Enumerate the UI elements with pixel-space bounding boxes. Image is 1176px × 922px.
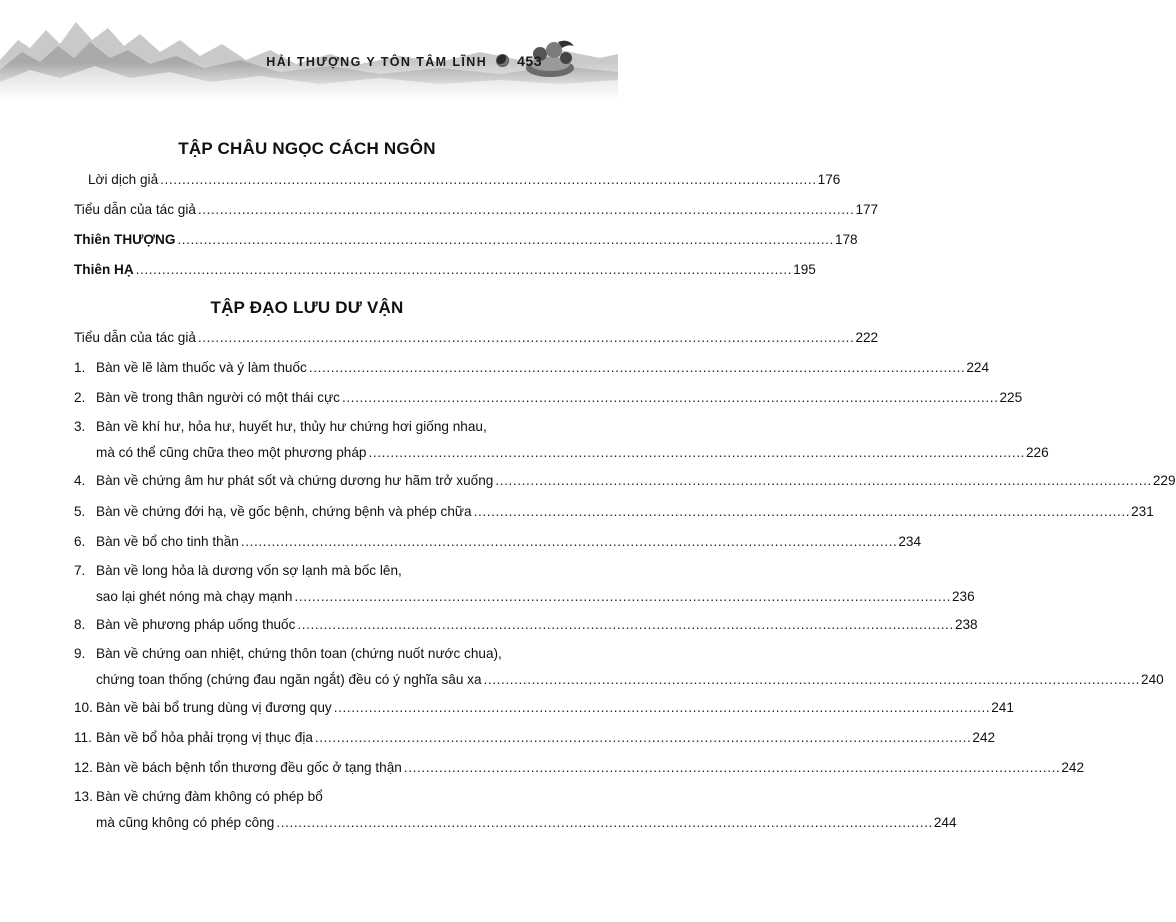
entry-page: 238 — [954, 617, 978, 632]
entry-number: 13. — [74, 789, 93, 804]
toc-entry[interactable]: 8. Bàn về phương pháp uống thuốc ...................................................................................................................................................... 238 — [74, 617, 978, 632]
entry-label: Tiểu dẫn của tác giả — [74, 202, 196, 217]
section-title-dao-luu: TẬP ĐẠO LƯU DƯ VẬN — [210, 298, 404, 317]
entry-page: 242 — [972, 730, 996, 745]
entry-label: Bàn về phương pháp uống thuốc — [96, 617, 296, 632]
toc-entry[interactable]: 9. Bàn về chứng oan nhiệt, chứng thôn toan (chứng nuốt nước chua), chứng toan thống (chứng đau ngăn ngắt) đều có ý nghĩa sâu xa ...................................................................................................................................................... 240 — [74, 646, 1164, 687]
entry-page: 224 — [966, 360, 990, 375]
entry-label-line1: Bàn về khí hư, hỏa hư, huyết hư, thủy hư chứng hơi giống nhau, — [96, 419, 487, 434]
toc-entry[interactable]: Tiểu dẫn của tác giả ...................................................................................................................................................... 177 — [74, 202, 879, 217]
toc-entry[interactable]: 1. Bàn về lẽ làm thuốc và ý làm thuốc ...................................................................................................................................................... 224 — [74, 360, 990, 375]
toc-entry[interactable]: 4. Bàn về chứng âm hư phát sốt và chứng dương hư hãm trở xuống ...................................................................................................................................................... 229 — [74, 473, 1176, 488]
running-header — [0, 50, 604, 72]
entry-label: Bàn về lẽ làm thuốc và ý làm thuốc — [96, 360, 307, 375]
entry-number: 11. — [74, 730, 92, 745]
entry-label: sao lại ghét nóng mà chạy mạnh — [96, 589, 293, 604]
entry-number: 10. — [74, 700, 93, 715]
toc-entry[interactable]: 5. Bàn về chứng đới hạ, về gốc bệnh, chứng bệnh và phép chữa ...................................................................................................................................................... 231 — [74, 504, 1154, 519]
entry-label: Lời dịch giả — [88, 172, 159, 187]
entry-number: 9. — [74, 646, 86, 661]
toc-entry[interactable]: Thiên HẠ ...................................................................................................................................................... 195 — [74, 262, 816, 277]
entry-page: 244 — [933, 815, 957, 830]
entry-page: 178 — [834, 232, 858, 247]
entry-label: Thiên HẠ — [74, 262, 134, 277]
page-number: 453 — [517, 53, 542, 69]
entry-label-line1: Bàn về chứng oan nhiệt, chứng thôn toan (chứng nuốt nước chua), — [96, 646, 502, 661]
entry-page: 195 — [793, 262, 816, 277]
entry-number: 3. — [74, 419, 86, 434]
entry-label: Bàn về trong thân người có một thái cực — [96, 390, 340, 405]
entry-page: 241 — [991, 700, 1014, 715]
entry-label-line1: Bàn về long hỏa là dương vốn sợ lạnh mà bốc lên, — [96, 563, 402, 578]
entry-label: Bàn về bách bệnh tổn thương đều gốc ở tạng thận — [96, 760, 402, 775]
entry-label: Bàn về chứng âm hư phát sốt và chứng dương hư hãm trở xuống — [96, 473, 494, 488]
toc-entry[interactable]: 12. Bàn về bách bệnh tổn thương đều gốc ở tạng thận ...................................................................................................................................................... 242 — [74, 760, 1085, 775]
entry-page: 234 — [898, 534, 922, 549]
entry-page: 225 — [999, 390, 1023, 405]
entry-page: 176 — [817, 172, 841, 187]
entry-label: mà có thể cũng chữa theo một phương pháp — [96, 445, 367, 460]
entry-page: 236 — [952, 589, 975, 604]
book-title: HẢI THƯỢNG Y TÔN TÂM LĨNH — [266, 55, 488, 69]
entry-label: Bàn về chứng đới hạ, về gốc bệnh, chứng bệnh và phép chữa — [96, 504, 472, 519]
entry-page: 177 — [855, 202, 879, 217]
toc-entry[interactable]: 7. Bàn về long hỏa là dương vốn sợ lạnh mà bốc lên, sao lại ghét nóng mà chạy mạnh ...................................................................................................................................................... 236 — [74, 563, 975, 604]
toc-entry[interactable]: 3. Bàn về khí hư, hỏa hư, huyết hư, thủy hư chứng hơi giống nhau, mà có thể cũng chữa theo một phương pháp ...................................................................................................................................................... 226 — [74, 419, 1049, 460]
toc-entry[interactable]: Tiểu dẫn của tác giả ...................................................................................................................................................... 222 — [74, 330, 879, 345]
entry-label: mà cũng không có phép công — [96, 815, 275, 830]
entry-number: 6. — [74, 534, 86, 549]
entry-page: 240 — [1141, 672, 1164, 687]
entry-page: 226 — [1025, 445, 1049, 460]
toc-entry[interactable]: 10. Bàn về bài bổ trung dùng vị đương quy ...................................................................................................................................................... 241 — [74, 700, 1014, 715]
entry-number: 8. — [74, 617, 86, 632]
entry-label: Bàn về bổ cho tinh thần — [96, 534, 239, 549]
toc-entry[interactable]: 13. Bàn về chứng đàm không có phép bổ mà cũng không có phép công ...................................................................................................................................................... 244 — [74, 789, 957, 830]
entry-number: 5. — [74, 504, 86, 519]
entry-label: Bàn về bổ hỏa phải trọng vị thục địa — [96, 730, 313, 745]
entry-label: Tiểu dẫn của tác giả — [74, 330, 196, 345]
toc-entry[interactable]: 2. Bàn về trong thân người có một thái cực ...................................................................................................................................................... 225 — [74, 390, 1023, 405]
section-title-chau-ngoc: TẬP CHÂU NGỌC CÁCH NGÔN — [178, 139, 436, 158]
toc-entry[interactable]: 11. Bàn về bổ hỏa phải trọng vị thục địa ...................................................................................................................................................... 242 — [74, 730, 996, 745]
toc-entry[interactable]: Thiên THƯỢNG ...................................................................................................................................................... 178 — [74, 232, 858, 247]
toc-entry[interactable]: Lời dịch giả ...................................................................................................................................................... 176 — [88, 172, 841, 187]
entry-number: 7. — [74, 563, 86, 578]
entry-number: 2. — [74, 390, 86, 405]
entry-page: 242 — [1061, 760, 1085, 775]
entry-number: 1. — [74, 360, 86, 375]
entry-page: 231 — [1131, 504, 1154, 519]
entry-page: 229 — [1152, 473, 1176, 488]
bullet-ornament-icon — [496, 54, 509, 67]
entry-label-line1: Bàn về chứng đàm không có phép bổ — [96, 789, 323, 804]
entry-number: 4. — [74, 473, 86, 488]
entry-label: Thiên THƯỢNG — [74, 232, 176, 247]
entry-label: Bàn về bài bổ trung dùng vị đương quy — [96, 700, 332, 715]
entry-number: 12. — [74, 760, 93, 775]
toc-entry[interactable]: 6. Bàn về bổ cho tinh thần ...................................................................................................................................................... 234 — [74, 534, 922, 549]
entry-label: chứng toan thống (chứng đau ngăn ngắt) đều có ý nghĩa sâu xa — [96, 672, 482, 687]
entry-page: 222 — [855, 330, 879, 345]
